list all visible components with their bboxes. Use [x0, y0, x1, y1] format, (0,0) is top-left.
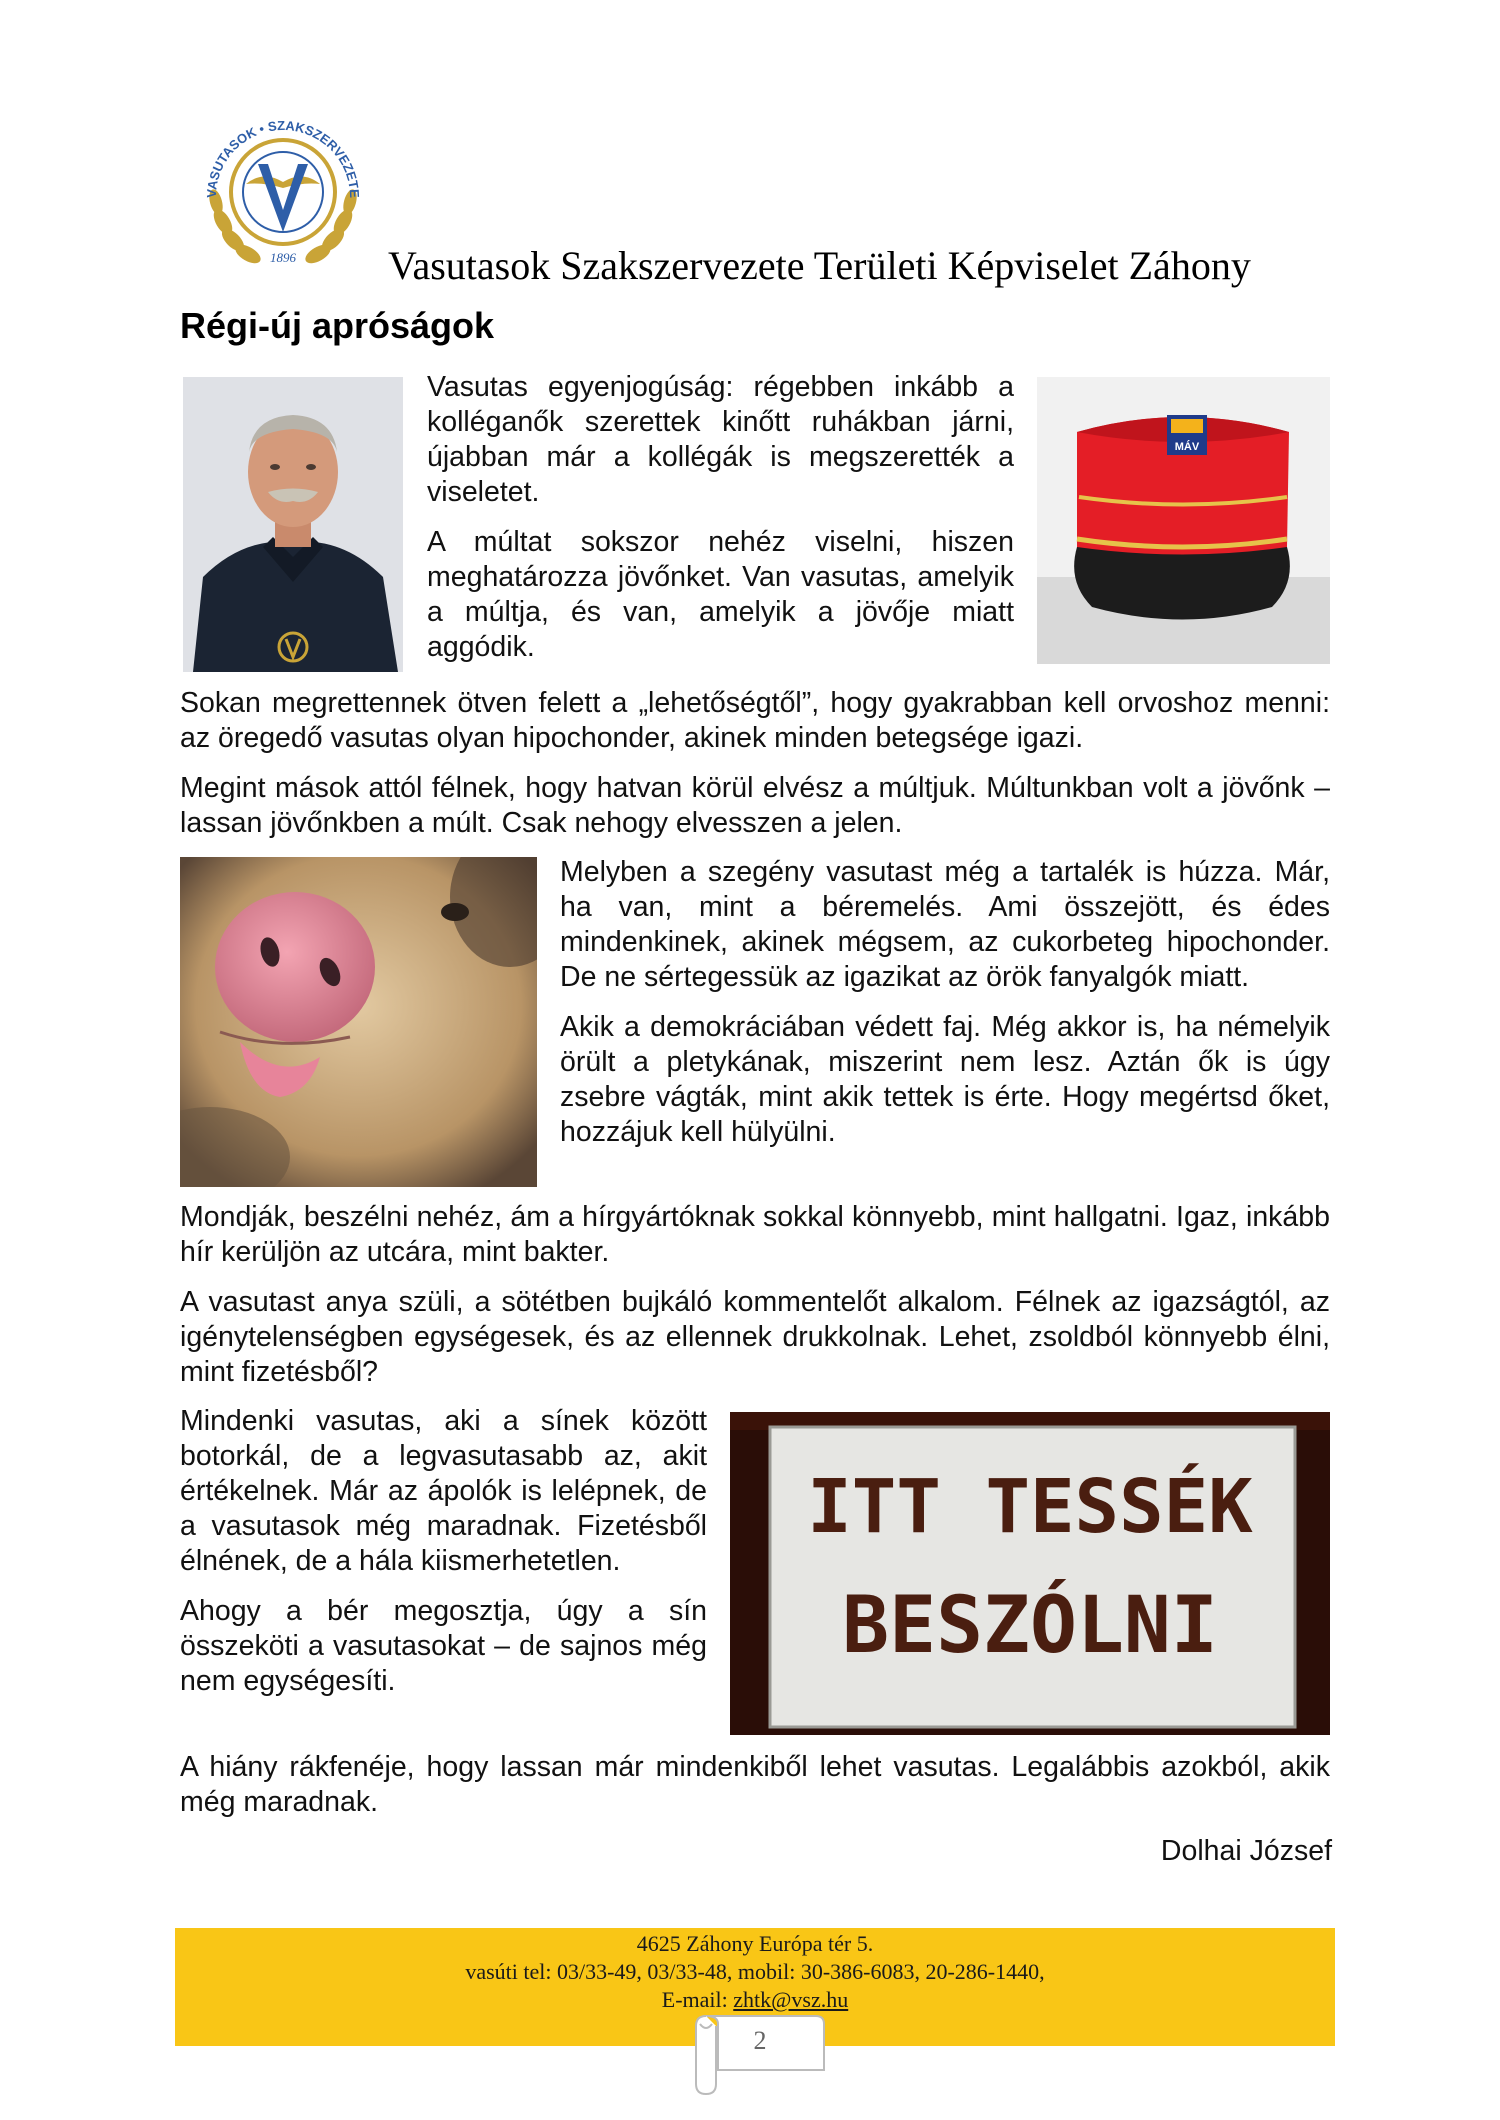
intro-text [427, 370, 1014, 665]
pig-section-text [560, 855, 1330, 1150]
author-signature: Dolhai József [1160, 1835, 1332, 1867]
paragraph: A vasutast anya szüli, a sötétben bujkáló kommentelőt alkalom. Félnek az igazságtól, az igénytelenségben egységesek, és az ellennek drukkolnak. Lehet, zsoldból könnyebb élni, mint fizetésből? [180, 1286, 1330, 1388]
paragraph: A múltat sokszor nehéz viselni, hiszen meghatározza jövőnket. Van vasutas, amelyik a múltja, és van, amelyik a jövője miatt aggódik. [427, 526, 1014, 663]
article-title: Régi-új apróságok [180, 305, 495, 346]
footer-address: 4625 Záhony Európa tér 5. [636, 1931, 874, 1956]
final-text [180, 1750, 1330, 1820]
railway-cap-photo [1037, 377, 1330, 664]
middle-text [180, 686, 1330, 841]
union-logo [188, 92, 378, 282]
svg-text:VASUTASOK • SZAKSZERVEZETE: VASUTASOK • SZAKSZERVEZETE [203, 117, 363, 199]
after-pig-text [180, 1200, 1330, 1390]
portrait-photo [183, 377, 403, 672]
pig-snout-photo [180, 857, 537, 1187]
footer-email-label: E-mail: [661, 1987, 734, 2012]
paragraph: A hiány rákfenéje, hogy lassan már mindenkiből lehet vasutas. Legalábbis azokból, akik még maradnak. [180, 1751, 1330, 1818]
paragraph: Sokan megrettennek ötven felett a „lehetőségtől”, hogy gyakrabban kell orvoshoz menni: az öregedő vasutas olyan hipochonder, akinek minden betegsége igazi. [180, 687, 1330, 754]
paragraph: Megint mások attól félnek, hogy hatvan körül elvész a múltjuk. Múltunkban volt a jövőnk – lassan jövőnkben a múlt. Csak nehogy elvesszen a jelen. [180, 772, 1330, 839]
footer-email-link[interactable]: zhtk@vsz.hu [733, 1987, 849, 2012]
footer-phones: vasúti tel: 03/33-49, 03/33-48, mobil: 30-386-6083, 20-286-1440, [465, 1959, 1045, 1984]
logo-year: 1896 [270, 250, 296, 265]
sign-section-text [180, 1404, 707, 1699]
paragraph: Melyben a szegény vasutast még a tartalék is húzza. Már, ha van, mint a béremelés. Ami összejött, és édes mindenkinek, akinek mégsem, az cukorbeteg hipochonder. De ne sértegessük az igazikat az örök fanyalgók miatt. [560, 856, 1330, 993]
cap-badge-text: MÁV [1174, 441, 1200, 453]
paragraph: Mindenki vasutas, aki a sínek között botorkál, de a legvasutasabb az, akit értékelnek. Már az ápolók is lelépnek, de a vasutasok még maradnak. Fizetésből élnének, de a hála kiismerhetetlen. [180, 1405, 707, 1577]
paragraph: Ahogy a bér megosztja, úgy a sín összeköti a vasutasokat – de sajnos még nem egységesíti. [180, 1595, 707, 1697]
organization-title: Vasutasok Szakszervezete Területi Képviselet Záhony [388, 243, 1251, 288]
sign-line-1: ITT TESSÉK [807, 1464, 1253, 1550]
page-number: 2 [753, 2026, 767, 2055]
paragraph: Akik a demokráciában védett faj. Még akkor is, ha némelyik örült a pletykának, miszerint nem lesz. Aztán ők is úgy zsebre vágták, mint akik tettek is érte. Hogy megértsd őket, hozzájuk kell hülyülni. [560, 1011, 1330, 1148]
paragraph: Vasutas egyenjogúság: régebben inkább a kolléganők szerettek kinőtt ruhákban járni, újabban már a kollégák is megszerették a viseletet. [427, 371, 1014, 508]
paragraph: Mondják, beszélni nehéz, ám a hírgyártóknak sokkal könnyebb, mint hallgatni. Igaz, inkább hír kerüljön az utcára, mint bakter. [180, 1201, 1330, 1268]
sign-line-2: BESZÓLNI [842, 1581, 1218, 1671]
itt-tessek-beszolni-sign-photo [730, 1412, 1330, 1735]
